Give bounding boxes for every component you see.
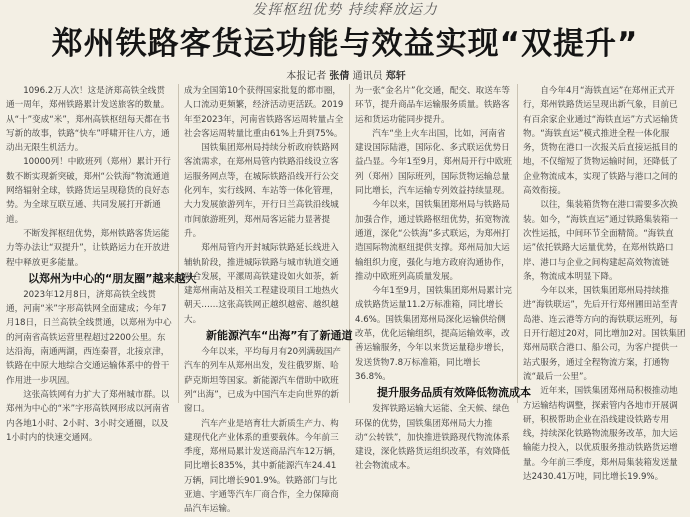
subheading-service-quality: 提升服务品质有效降低物流成本 (377, 386, 531, 400)
column-3-paragraph: 汽车“坐上火车出国，比如，河南省建设国际陆港，国际化、多式联运优势日益凸显。今年1至9月，郑州局开行中欧班列（郑州）国际班列，国际货物运输总量同比增长，汽车运输专列效益持续显现。 (355, 128, 513, 197)
column-4-paragraph: 近年来，国铁集团郑州局积极推动地方运输结构调整，探索管内各地市开展调研，积极帮助企业在沿线建设铁路专用线，持续深化铁路物流服务改革，加大运输能力投入，以优质服务推动铁路货运增量。今年前三季度，郑州局集装箱发送量达2430.41万吨，同比增长19.9%。 (523, 386, 678, 483)
byline-reporter: 张倩 (329, 71, 350, 82)
column-3-paragraph: 为一张“金名片”化交通，配交、取送车等环节，提升商品车运输服务质量。铁路客运和货运功能同步提升。 (355, 86, 510, 125)
column-2-paragraph: 成为全国第10个获得国家批复的都市圈，人口流动更频繁，经济活动更活跃。2019年至2023年，河南省铁路客运周转量占全社会客运周转量比重由61%上升到75%。 (184, 86, 344, 139)
article-byline (236, 70, 456, 84)
byline-prefix: 本报记者 (286, 71, 330, 82)
byline-correspondent: 郑轩 (385, 71, 406, 82)
column-3-paragraph: 今年1至9月，国铁集团郑州局累计完成铁路货运量11.2万标准箱，同比增长4.6%。国铁集团郑州局深化运输供给侧改革，优化运输组织，提高运输效率，改善运输服务，今年以来货运量稳步增长，发送货物7.8万标准箱，同比增长36.8%。 (355, 286, 513, 382)
column-1-paragraph: 10000列！中欧班列（郑州）累计开行数不断实现新突破，郑州“公铁海”物流通道网络辐射全球，铁路货运呈现稳货的良好态势。为全球互联互通、共同发展打开新通道。 (6, 157, 171, 225)
column-4-paragraph: 以往，集装箱货物在港口需要多次换装。如今，“海铁直运”通过铁路集装箱一次性运抵，中间环节全面精简。“海铁直运”依托铁路大运量优势，在郑州铁路口岸、港口与企业之间构建起高效物流链条，物流成本明显下降。 (523, 200, 678, 282)
column-2-paragraph: 汽车产业是培育壮大新质生产力、构建现代化产业体系的重要载体。今年前三季度，郑州局累计发送商品汽车12万辆，同比增长835%，其中新能源汽车24.41万辆，同比增长901.9%。铁路部门与比亚迪、宇通等汽车厂商合作，全力保障商品汽车运输。 (184, 418, 342, 515)
article-kicker: 发挥枢纽优势 持续释放运力 (252, 2, 438, 18)
column-1-paragraph: 这张高铁网有力扩大了郑州城市群。以郑州为中心的“米”字形高铁网形成以河南省内各地1小时、2小时、3小时交通圈，以及1小时内的快速交通网。 (6, 389, 170, 443)
byline-mid: 通讯员 (349, 71, 386, 82)
article-column-4 (523, 84, 686, 483)
subheading-new-energy-vehicles: 新能源汽车“出海”有了新通道 (206, 329, 353, 343)
column-3-paragraph: 发挥铁路运输大运能、全天候、绿色环保的优势，国铁集团郑州局大力推动“公转铁”，加快推进铁路现代物流体系建设，深化铁路货运组织改革，有效降低社会物流成本。 (355, 404, 510, 472)
article-column-1 (6, 84, 197, 443)
article-column-2 (184, 84, 353, 515)
column-2-paragraph: 国铁集团郑州局持续分析政府铁路网客流需求，在郑州局管内铁路沿线设立客运服务网点等，在城际铁路沿线开行公交化列车，实行线网、车站等一体化管理，大力发展旅游列车，开行日兰高铁沿线城市间旅游班列，郑州局客运能力显著提升。 (184, 143, 339, 239)
column-1-paragraph: 不断发挥枢纽优势，郑州铁路客货运能力等办法让“双提升”，让铁路运力在开放进程中释放更多能量。 (6, 228, 170, 268)
article-headline: 郑州铁路客货运功能与效益实现“双提升” (51, 26, 639, 62)
column-1-paragraph: 2023年12月8日，济郑高铁全线贯通，河南“米”字形高铁网全面建成；今年7月18日，日兰高铁全线贯通，以郑州为中心的河南省高铁运营里程超过2200公里。东达沿海，南通两湖，西连秦晋，北接京津，铁路在中原大地综合交通运输体系中的骨干作用进一步巩固。 (6, 289, 172, 386)
column-3-paragraph: 今年以来，国铁集团郑州局与铁路局加强合作，通过铁路枢纽优势，拓宽物流通道，深化“公铁海”多式联运，为郑州打造国际物流枢纽提供支撑。郑州局加大运输组织力度，强化与地方政府沟通协作，推动中欧班列高质量发展。 (355, 200, 510, 282)
column-divider (349, 84, 350, 403)
subheading-friends-circle: 以郑州为中心的“朋友圈”越来越大 (28, 271, 197, 285)
column-4-paragraph: 自今年4月“海铁直运”在郑州正式开行，郑州铁路货运呈现出新气象，目前已有百余家企业通过“海铁直运”方式运输货物。“海铁直运”模式推进全程一体化服务，货物在港口一次报关后直接运抵目的地，不仅缩短了货物运输时间，还降低了企业物流成本，实现了铁路与港口之间的高效衔接。 (523, 86, 678, 197)
article-column-3 (355, 84, 531, 472)
column-2-paragraph: 郑州局管内开封城际铁路延长线进入辅轨阶段，推进城际铁路与城市轨道交通融合发展，平漯周高铁建设如火如荼，新建郑州南站及相关工程建设项目工地热火朝天……这张高铁网正越织越密、越织越大。 (184, 243, 339, 325)
column-divider (517, 84, 518, 403)
column-2-paragraph: 今年以来，平均每月有20列满载国产汽车的列车从郑州出发，发往俄罗斯、哈萨克斯坦等国家。新能源汽车借助中欧班列“出海”，已成为中国汽车走向世界的新窗口。 (184, 347, 342, 415)
column-4-paragraph: 今年以来，国铁集团郑州局持续推进“海铁联运”，先后开行郑州圃田站至青岛港、连云港等方向的海铁联运班列，每日开行超过20对，同比增加2对。国铁集团郑州局联合港口、船公司，为客户提供一站式服务，通过全程物流方案，打通物流“最后一公里”。 (523, 286, 686, 382)
column-divider (178, 84, 179, 403)
column-1-paragraph: 1096.2万人次！这是济郑高铁全线贯通一周年，郑州铁路累计发送旅客的数量。从“十”变成“米”，郑州高铁枢纽每天都在书写新的故事，铁路“快车”呼啸开往八方，通动出无限生机活力。 (6, 86, 170, 154)
